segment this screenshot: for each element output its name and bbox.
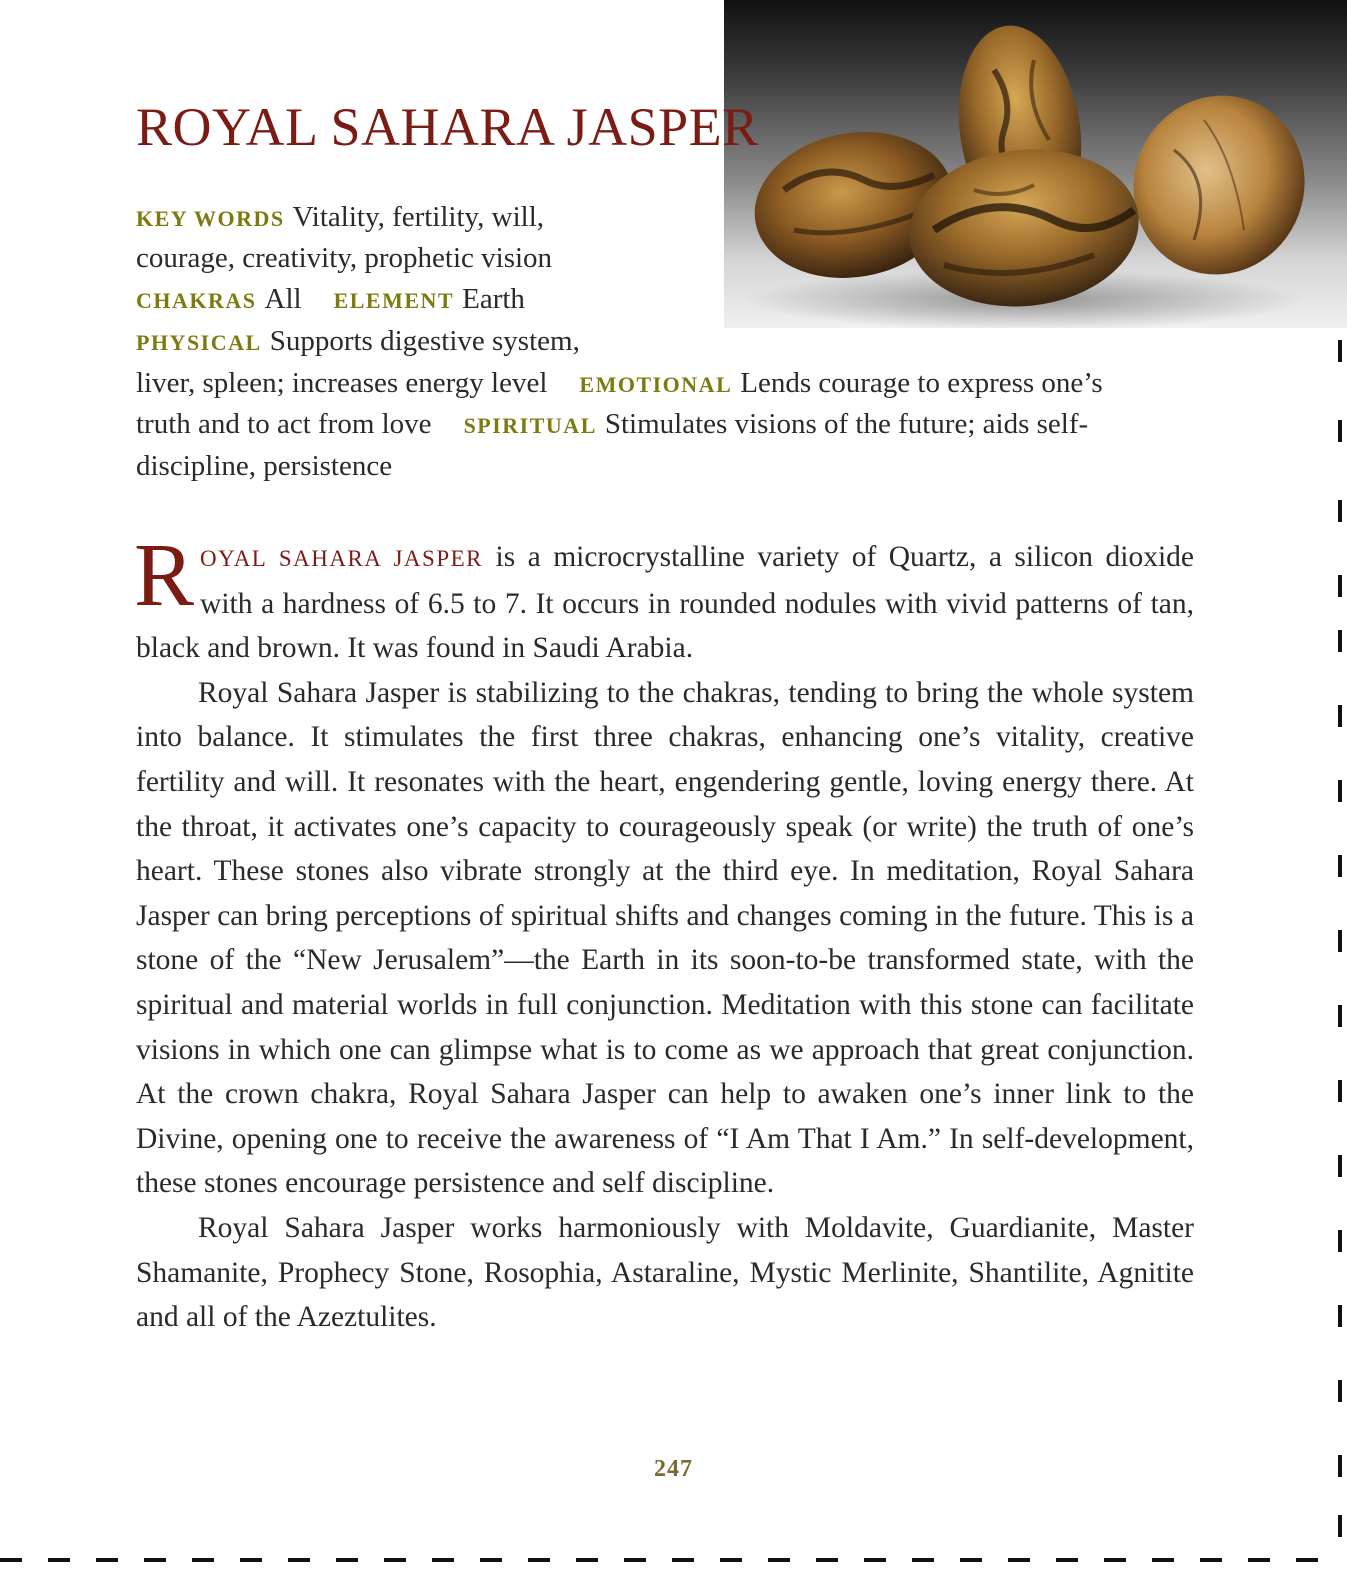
key-words-row [136, 197, 544, 242]
key-words-value: Vitality, fertility, will, [292, 201, 545, 233]
physical-value-2: liver, spleen; increases energy level [136, 367, 548, 399]
key-words-label: KEY WORDS [136, 206, 285, 231]
page-number: 247 [654, 1456, 693, 1482]
spiritual-value-2: discipline, persistence [136, 450, 393, 482]
key-words-row-2 [136, 238, 552, 283]
key-words-value-2: courage, creativity, prophetic vision [136, 242, 553, 274]
paragraph-3: Royal Sahara Jasper works harmoniously with Moldavite, Guardianite, Master Shamanite, Prophecy Stone, Rosophia, Astaraline, Mystic Merlinite, Shantilite, Agnitite and all of the Azeztulites. [136, 1211, 1194, 1334]
emotional-value: Lends courage to express one’s [740, 367, 1103, 399]
paragraph-1 [134, 526, 1194, 671]
paragraph-1-text: is a microcrystalline variety of Quartz, a silicon dioxide with a hardness of 6.5 to 7. It occurs in rounded nodules with vivid patterns of tan, black and brown. It was found in Saudi Arabia. [136, 541, 1194, 665]
element-value: Earth [462, 283, 525, 315]
jasper-nodules-image [724, 0, 1347, 328]
physical-label: PHYSICAL [136, 330, 262, 355]
paragraph-2: Royal Sahara Jasper is stabilizing to the chakras, tending to bring the whole system into balance. It stimulates the first three chakras, enhancing one’s vitality, creative fertility and will. It resonates with the heart, engendering gentle, loving energy there. At the throat, it activates one’s capacity to courageously speak (or write) the truth of one’s heart. These stones also vibrate strongly at the third eye. In meditation, Royal Sahara Jasper can bring perceptions of spiritual shifts and changes coming in the future. This is a stone of the “New Jerusalem”—the Earth in its soon-to-be transformed state, with the spiritual and material worlds in full conjunction. Meditation with this stone can facilitate visions in which one can glimpse what is to come as we approach that great conjunction. At the crown chakra, Royal Sahara Jasper can help to awaken one’s inner link to the Divine, opening one to receive the awareness of “I Am That I Am.” In self-development, these stones encourage persistence and self discipline. [136, 676, 1194, 1200]
spiritual-row-2 [136, 446, 392, 491]
emotional-label: EMOTIONAL [579, 372, 733, 397]
lead-small-caps: OYAL SAHARA JASPER [200, 546, 484, 571]
emotional-spiritual-row [136, 404, 1088, 449]
spiritual-value: Stimulates visions of the future; aids self- [604, 408, 1089, 440]
chakras-value: All [264, 283, 302, 315]
physical-emotional-row [136, 363, 1103, 408]
chakras-element-row [136, 279, 525, 324]
element-label: ELEMENT [333, 288, 455, 313]
spiritual-label: SPIRITUAL [463, 413, 597, 438]
emotional-value-2: truth and to act from love [136, 408, 432, 440]
stone-photo [724, 0, 1347, 328]
chakras-label: CHAKRAS [136, 288, 257, 313]
physical-value: Supports digestive system, [269, 325, 580, 357]
page-title: ROYAL SAHARA JASPER [136, 97, 759, 157]
drop-cap: R [134, 526, 195, 625]
body-text [134, 526, 1194, 1340]
physical-row [136, 321, 580, 366]
